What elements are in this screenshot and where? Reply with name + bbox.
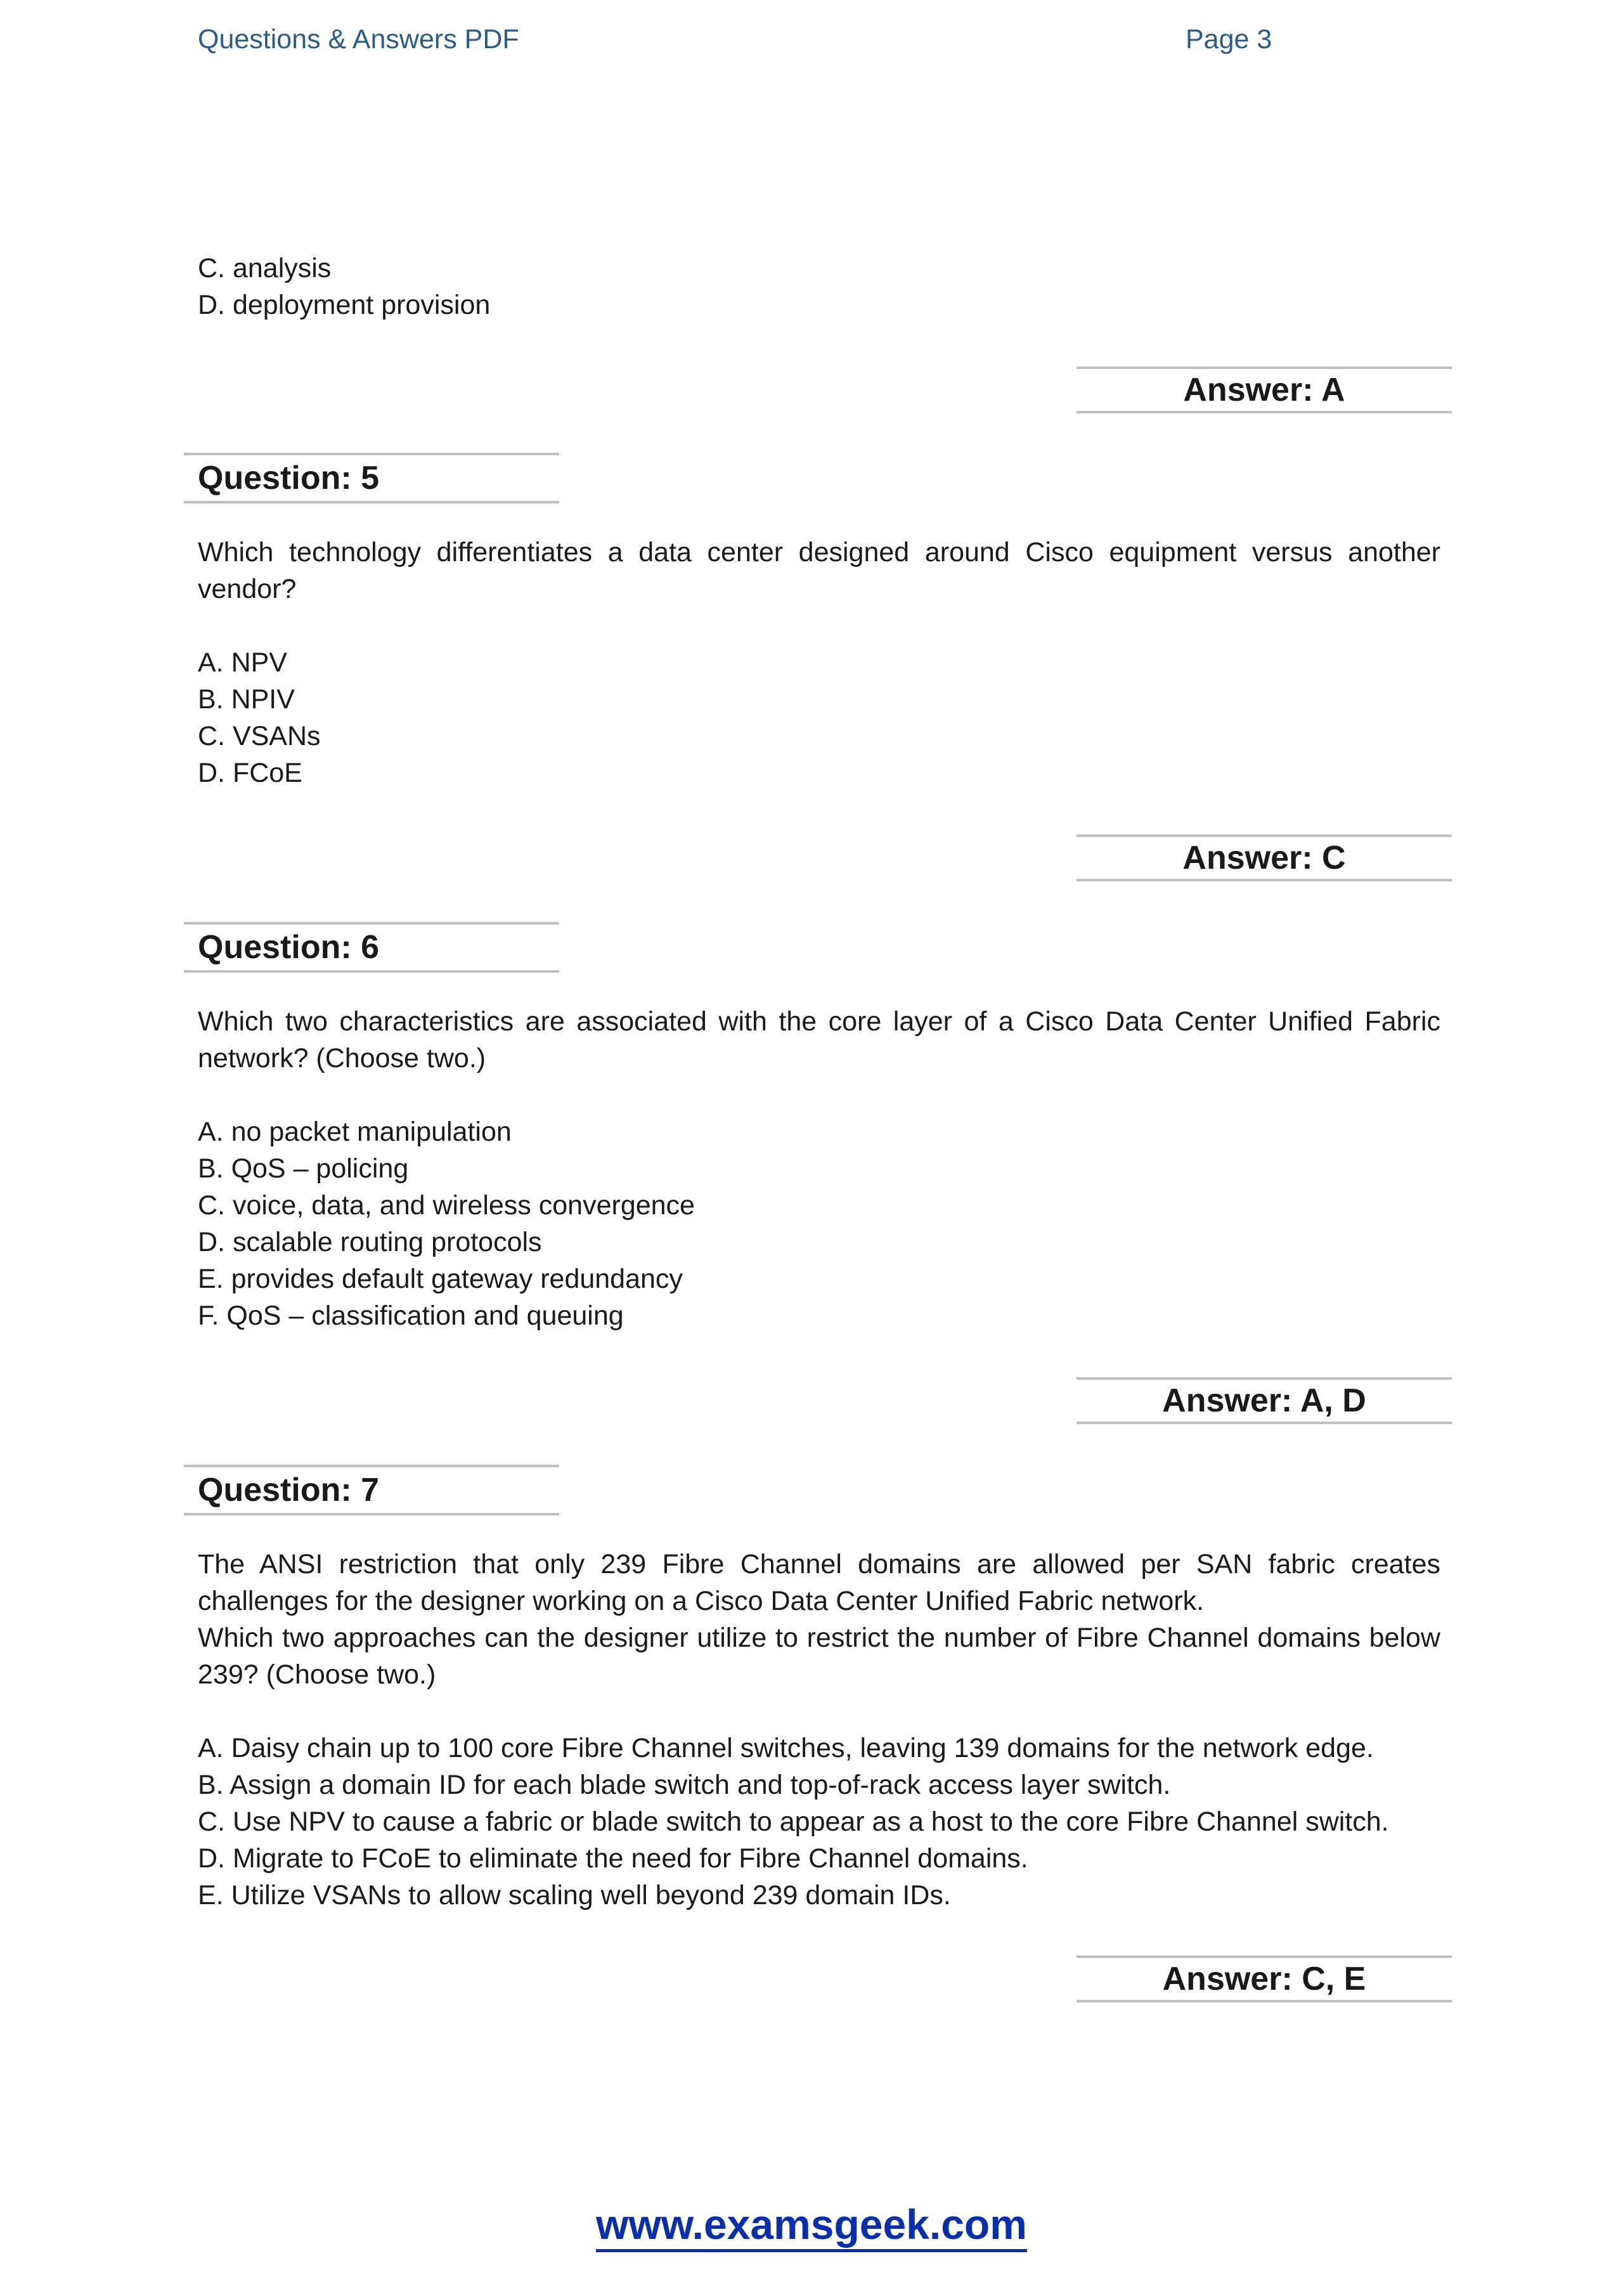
q7-option-e: E. Utilize VSANs to allow scaling well beyond 239 domain IDs.	[198, 1880, 951, 1910]
q6-option-a: A. no packet manipulation	[198, 1117, 512, 1147]
footer	[0, 2200, 1623, 2248]
q5-option-c: C. VSANs	[198, 721, 321, 751]
q6-option-b: B. QoS – policing	[198, 1153, 409, 1184]
answer-7: Answer: C, E	[1077, 1955, 1452, 2002]
header-title: Questions & Answers PDF	[198, 24, 519, 55]
option-d: D. deployment provision	[198, 290, 491, 320]
answer-previous: Answer: A	[1077, 366, 1452, 413]
q7-option-a: A. Daisy chain up to 100 core Fibre Channel switches, leaving 139 domains for the network edge.	[198, 1733, 1374, 1763]
q5-option-a: A. NPV	[198, 647, 287, 678]
q6-option-c: C. voice, data, and wireless convergence	[198, 1190, 695, 1221]
answer-5: Answer: C	[1077, 834, 1452, 881]
q7-option-b: B. Assign a domain ID for each blade switch and top-of-rack access layer switch.	[198, 1770, 1171, 1800]
question-5-title: Question: 5	[184, 453, 559, 503]
footer-website-link[interactable]: www.examsgeek.com	[596, 2201, 1027, 2252]
question-7-text-2: Which two approaches can the designer utilize to restrict the number of Fibre Channel domains below 239? (Choose two.)	[198, 1623, 1440, 1690]
page-number: Page 3	[1186, 24, 1272, 55]
q5-option-d: D. FCoE	[198, 758, 302, 788]
answer-6: Answer: A, D	[1077, 1377, 1452, 1424]
question-7-title: Question: 7	[184, 1465, 559, 1515]
q6-option-e: E. provides default gateway redundancy	[198, 1264, 683, 1294]
q7-option-c: C. Use NPV to cause a fabric or blade switch to appear as a host to the core Fibre Channel switch.	[198, 1806, 1389, 1837]
question-6-text: Which two characteristics are associated with the core layer of a Cisco Data Center Unified Fabric network? (Choose two.)	[198, 1006, 1440, 1073]
question-6-title: Question: 6	[184, 922, 559, 973]
q7-option-d: D. Migrate to FCoE to eliminate the need for Fibre Channel domains.	[198, 1843, 1028, 1874]
question-7-text-1: The ANSI restriction that only 239 Fibre Channel domains are allowed per SAN fabric creates challenges for the designer working on a Cisco Data Center Unified Fabric network.	[198, 1549, 1440, 1616]
question-5-text: Which technology differentiates a data center designed around Cisco equipment versus another vendor?	[198, 537, 1440, 604]
q5-option-b: B. NPIV	[198, 684, 295, 715]
option-c: C. analysis	[198, 253, 332, 283]
q6-option-f: F. QoS – classification and queuing	[198, 1300, 624, 1331]
q6-option-d: D. scalable routing protocols	[198, 1227, 542, 1257]
